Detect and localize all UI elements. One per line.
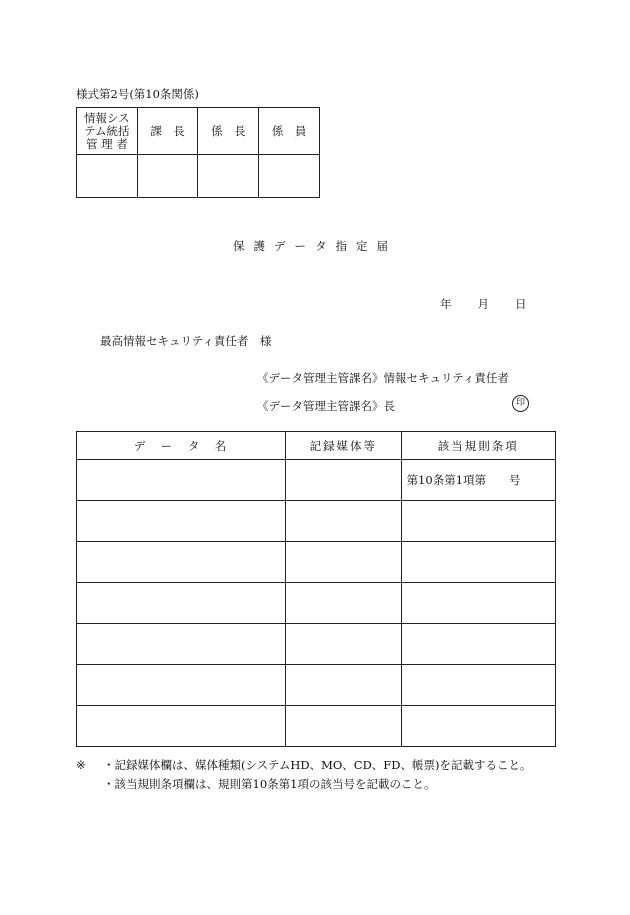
data-name-cell[interactable]: [77, 583, 286, 624]
document-title: 保護データ指定届: [233, 239, 397, 253]
media-cell[interactable]: [286, 501, 401, 542]
col-header-data-name: デ ー タ 名: [77, 432, 286, 460]
notes: [76, 756, 532, 794]
approval-header-subsection-chief: 係 長: [198, 108, 259, 155]
date-month: 月: [477, 297, 489, 311]
clause-cell[interactable]: [401, 624, 555, 665]
data-name-cell[interactable]: [77, 706, 286, 747]
col-header-media: 記録媒体等: [286, 432, 401, 460]
approval-header-system-manager: 情報シス テム統括 管 理 者: [77, 108, 138, 155]
table-row: [77, 624, 556, 665]
note-mark: ※: [76, 758, 86, 772]
data-name-cell[interactable]: [77, 624, 286, 665]
approval-header-section-chief: 課 長: [137, 108, 198, 155]
media-cell[interactable]: [286, 624, 401, 665]
clause-cell[interactable]: [401, 665, 555, 706]
approval-stamp-cell[interactable]: [77, 155, 138, 198]
approval-stamp-table: [76, 107, 320, 198]
table-row: [77, 501, 556, 542]
approval-stamp-cell[interactable]: [137, 155, 198, 198]
table-row: [77, 460, 556, 501]
seal-icon: 印: [512, 395, 529, 412]
table-row: [77, 542, 556, 583]
sender-line-1: 《データ管理主管課名》情報セキュリティ責任者: [257, 371, 509, 385]
table-row: [77, 665, 556, 706]
clause-cell[interactable]: 第10条第1項第 号: [401, 460, 555, 501]
clause-cell[interactable]: [401, 706, 555, 747]
table-row: [77, 583, 556, 624]
approval-stamp-cell[interactable]: [198, 155, 259, 198]
approval-header-staff: 係 員: [259, 108, 320, 155]
media-cell[interactable]: [286, 706, 401, 747]
data-name-cell[interactable]: [77, 460, 286, 501]
data-designation-table: [76, 431, 556, 747]
note-line: [76, 756, 532, 775]
approval-stamp-cell[interactable]: [259, 155, 320, 198]
data-name-cell[interactable]: [77, 501, 286, 542]
clause-cell[interactable]: [401, 542, 555, 583]
note-item: ・記録媒体欄は、媒体種類(システムHD、MO、CD、FD、帳票)を記載すること。: [103, 758, 532, 772]
media-cell[interactable]: [286, 583, 401, 624]
sender-line-2: 《データ管理主管課名》長: [257, 399, 395, 413]
date-day: 日: [515, 297, 527, 311]
data-name-cell[interactable]: [77, 542, 286, 583]
addressee: 最高情報セキュリティ責任者 様: [100, 334, 272, 348]
media-cell[interactable]: [286, 460, 401, 501]
table-row: [77, 706, 556, 747]
note-item: ・該当規則条項欄は、規則第10条第1項の該当号を記載のこと。: [103, 777, 436, 791]
note-line: [76, 775, 532, 794]
media-cell[interactable]: [286, 542, 401, 583]
data-name-cell[interactable]: [77, 665, 286, 706]
form-label: 様式第2号(第10条関係): [76, 87, 199, 101]
date-line: [440, 296, 527, 312]
date-year: 年: [440, 297, 452, 311]
col-header-clause: 該当規則条項: [401, 432, 555, 460]
clause-cell[interactable]: [401, 501, 555, 542]
clause-cell[interactable]: [401, 583, 555, 624]
media-cell[interactable]: [286, 665, 401, 706]
